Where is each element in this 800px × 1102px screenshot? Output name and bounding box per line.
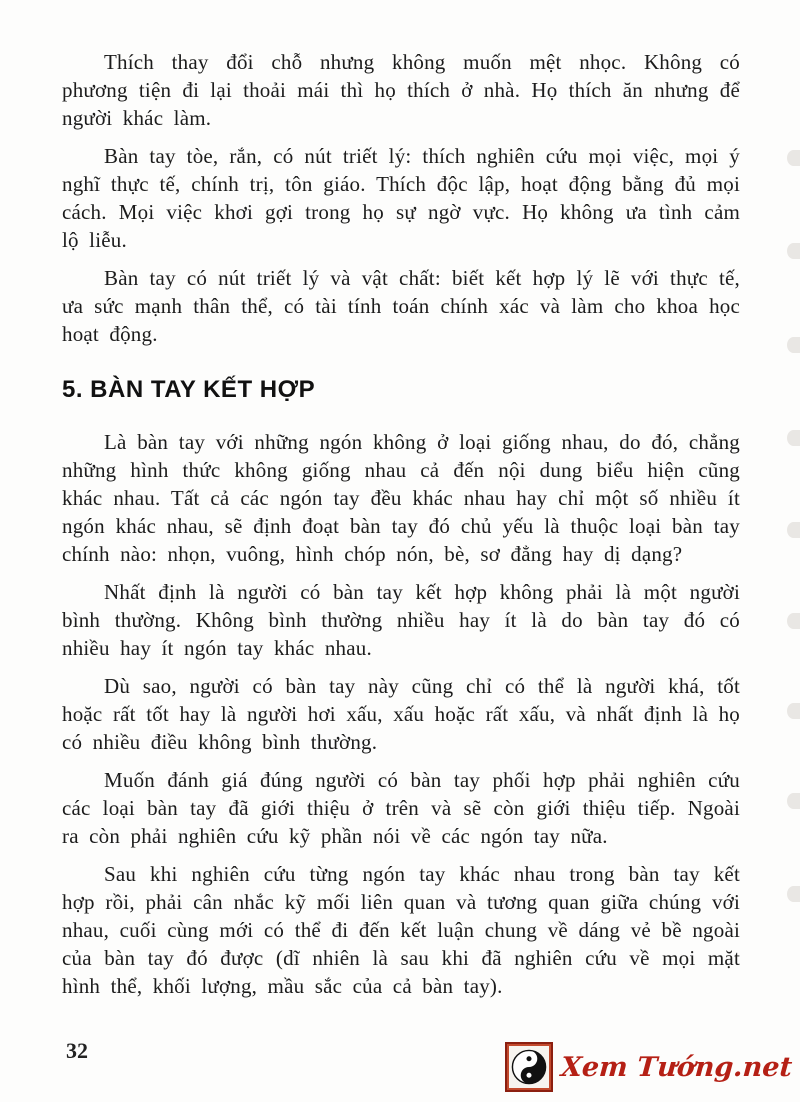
page-edge-mark [787,430,800,446]
paragraph: Thích thay đổi chỗ nhưng không muốn mệt nhọc. Không có phương tiện đi lại thoải mái thì họ thích ở nhà. Họ thích ăn nhưng để người khác làm. [62,50,740,130]
page-edge-mark [787,243,800,259]
page-edge-mark [787,613,800,629]
page-edge-mark [787,337,800,353]
page-edge-mark [787,522,800,538]
paragraph: Dù sao, người có bàn tay này cũng chỉ có thể là người khá, tốt hoặc rất tốt hay là người hơi xấu, xấu hoặc rất xấu, và nhất định là họ có nhiều điều không bình thường. [62,674,740,754]
watermark-brand-text: Xem Tướng.net [559,1051,794,1083]
page-edge-mark [787,886,800,902]
page-edge-mark [787,150,800,166]
paragraph: Muốn đánh giá đúng người có bàn tay phối hợp phải nghiên cứu các loại bàn tay đã giới thiệu ở trên và sẽ còn giới thiệu tiếp. Ngoài ra còn phải nghiên cứu kỹ phần nói về các ngón tay nữa. [62,768,740,848]
watermark-logo [505,1042,792,1092]
yin-yang-frame [505,1042,553,1092]
section-heading: 5. BÀN TAY KẾT HỢP [62,376,316,403]
page-number: 32 [66,1038,88,1063]
paragraph: Bàn tay có nút triết lý và vật chất: biết kết hợp lý lẽ với thực tế, ưa sức mạnh thân thể, có tài tính toán chính xác và làm cho khoa học hoạt động. [62,266,740,346]
page-edge-mark [787,703,800,719]
yin-yang-icon [511,1049,547,1085]
text-block [62,48,740,1010]
paragraph: Sau khi nghiên cứu từng ngón tay khác nhau trong bàn tay kết hợp rồi, phải cân nhắc kỹ mối liên quan và tương quan giữa chúng với nhau, cuối cùng mới có thể đi đến kết luận chung về dáng vẻ bề ngoài của bàn tay đó được (dĩ nhiên là sau khi đã nghiên cứu về mọi mặt hình thể, khối lượng, mầu sắc của cả bàn tay). [62,862,740,998]
paragraph: Bàn tay tòe, rắn, có nút triết lý: thích nghiên cứu mọi việc, mọi ý nghĩ thực tế, chính trị, tôn giáo. Thích độc lập, hoạt động bằng đủ mọi cách. Mọi việc khơi gợi trong họ sự ngờ vực. Họ không ưa tình cảm lộ liễu. [62,144,740,252]
page-edge-mark [787,793,800,809]
paragraph: Là bàn tay với những ngón không ở loại giống nhau, do đó, chẳng những hình thức không giống nhau cả đến nội dung biểu hiện cũng khác nhau. Tất cả các ngón tay đều khác nhau hay chỉ một số nhiều ít ngón khác nhau, sẽ định đoạt bàn tay đó chủ yếu là thuộc loại bàn tay chính nào: nhọn, vuông, hình chóp nón, bè, sơ đẳng hay dị dạng? [62,430,740,566]
paragraph: Nhất định là người có bàn tay kết hợp không phải là một người bình thường. Không bình thường nhiều hay ít là do bàn tay đó có nhiều hay ít ngón tay khác nhau. [62,580,740,660]
